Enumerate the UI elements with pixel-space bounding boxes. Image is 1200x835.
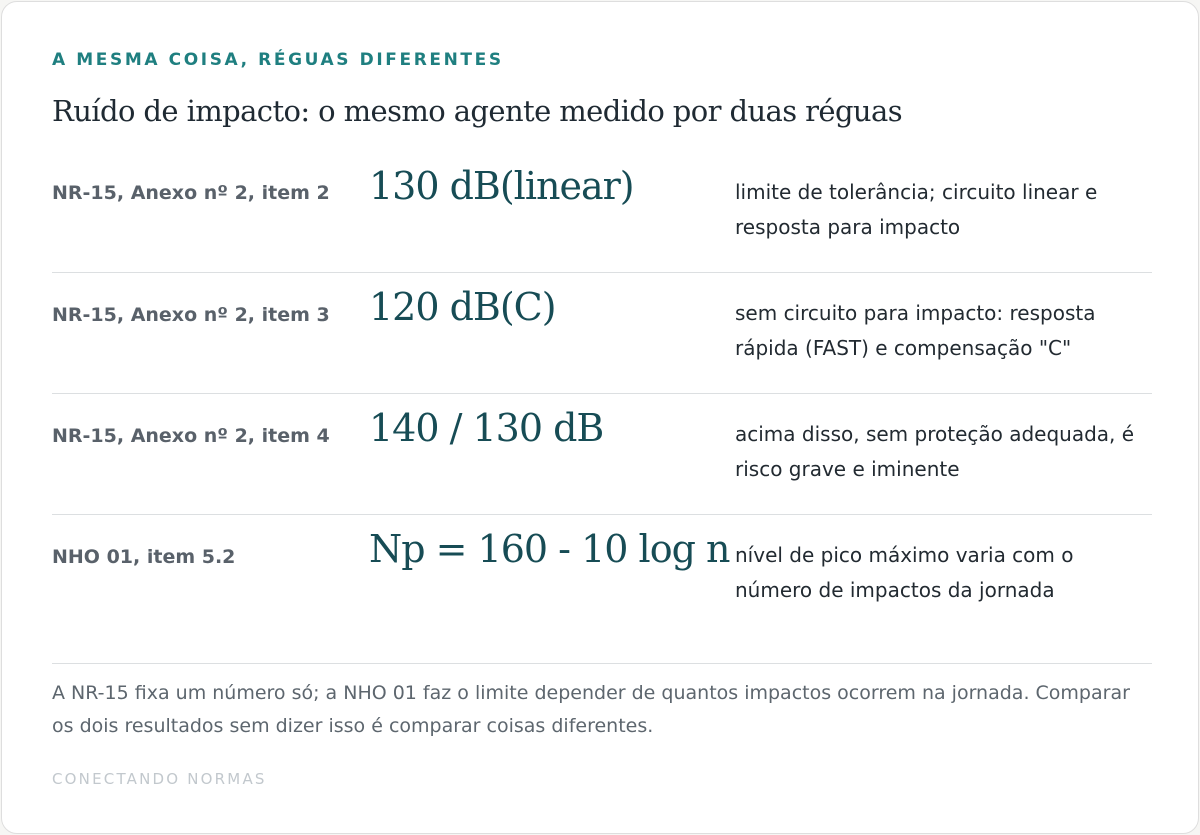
comparison-row	[52, 515, 1152, 664]
row-reference: NR-15, Anexo nº 2, item 2	[52, 182, 330, 204]
row-reference: NHO 01, item 5.2	[52, 546, 236, 568]
row-value: Np = 160 - 10 log n	[369, 527, 730, 571]
comparison-card	[1, 1, 1199, 834]
row-description: sem circuito para impacto: resposta rápida (FAST) e compensação "C"	[735, 301, 1096, 360]
row-description: nível de pico máximo varia com o número de impactos da jornada	[735, 543, 1074, 602]
eyebrow-label: A MESMA COISA, RÉGUAS DIFERENTES	[52, 50, 504, 70]
row-value: 140 / 130 dB	[369, 406, 604, 450]
comparison-row	[52, 152, 1152, 273]
row-value: 130 dB(linear)	[369, 164, 634, 208]
row-reference: NR-15, Anexo nº 2, item 4	[52, 425, 330, 447]
brand-footer: CONECTANDO NORMAS	[52, 770, 267, 788]
row-value: 120 dB(C)	[369, 285, 556, 329]
comparison-list	[52, 152, 1152, 664]
row-description: limite de tolerância; circuito linear e resposta para impacto	[735, 180, 1098, 239]
row-description: acima disso, sem proteção adequada, é risco grave e iminente	[735, 422, 1135, 481]
row-reference: NR-15, Anexo nº 2, item 3	[52, 304, 330, 326]
footnote: A NR-15 fixa um número só; a NHO 01 faz o limite depender de quantos impactos ocorrem na jornada. Comparar os dois resultados sem dizer isso é comparar coisas diferentes.	[52, 682, 1130, 737]
comparison-row	[52, 273, 1152, 394]
comparison-row	[52, 394, 1152, 515]
card-title: Ruído de impacto: o mesmo agente medido por duas réguas	[52, 94, 902, 128]
